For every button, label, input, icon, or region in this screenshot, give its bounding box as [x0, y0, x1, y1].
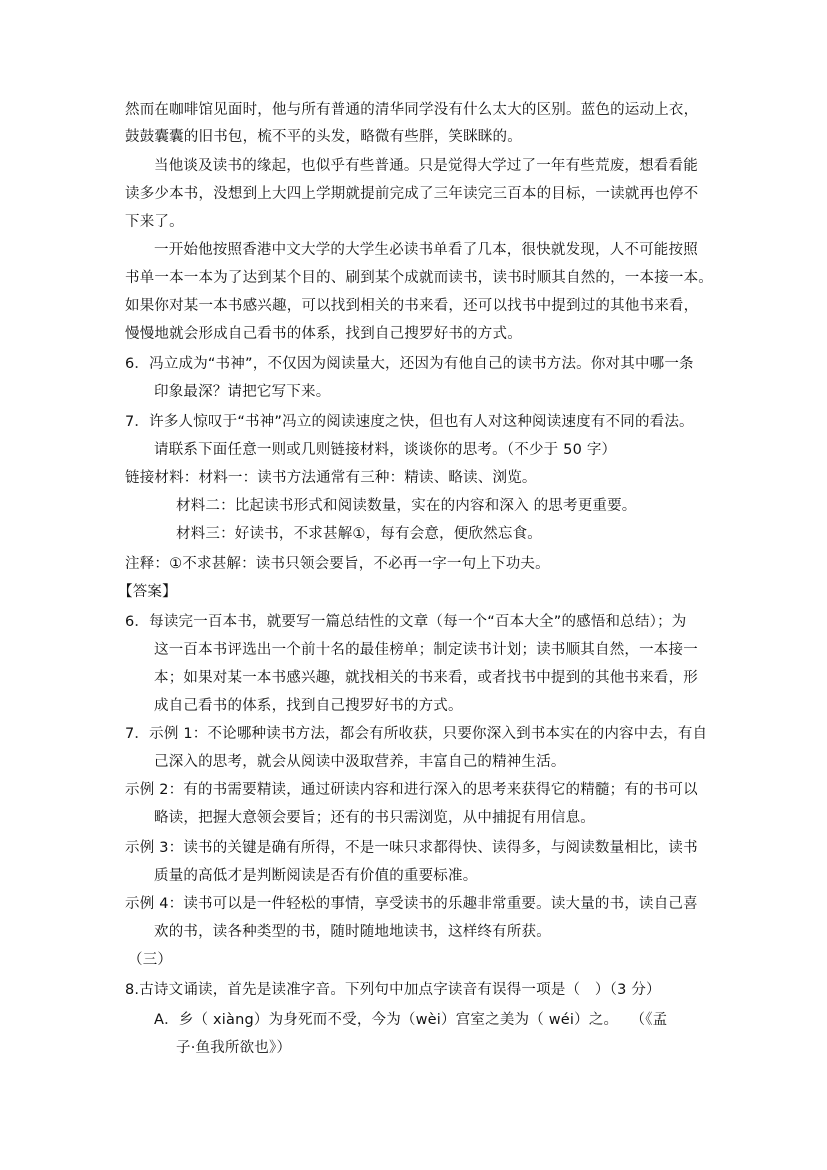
- question-6: 6．冯立成为“书神”，不仅因为阅读量大，还因为有他自己的读书方法。你对其中哪一条: [125, 356, 694, 372]
- section-heading: （三）: [128, 952, 173, 968]
- question-7-cont: 请联系下面任意一则或几则链接材料，谈谈你的思考。（不少于 50 字）: [154, 442, 617, 458]
- answer-header: 【答案】: [118, 584, 177, 600]
- passage-line: 一开始他按照香港中文大学的大学生必读书单看了几本，很快就发现，人不可能按照: [154, 242, 698, 258]
- footnote: 注释：①不求甚解：读书只领会要旨，不必再一字一句上下功夫。: [125, 556, 550, 572]
- answer-6: 6．每读完一百本书，就要写一篇总结性的文章（每一个“百本大全”的感悟和总结）；为: [125, 614, 687, 630]
- answer-7-example-3-cont: 质量的高低才是判断阅读是否有价值的重要标准。: [154, 868, 478, 884]
- answer-7-example-1: 7．示例 1：不论哪种读书方法，都会有所收获，只要你深入到书本实在的内容中去，有自: [125, 726, 708, 742]
- passage-line: 然而在咖啡馆见面时，他与所有普通的清华同学没有什么太大的区别。蓝色的运动上衣，: [125, 102, 699, 118]
- answer-6-cont: 本；如果对某一本书感兴趣，就找相关的书来看，或者找书中提到的其他书来看，形: [154, 670, 698, 686]
- passage-line: 如果你对某一本书感兴趣，可以找到相关的书来看，还可以找书中提到过的其他书来看，: [125, 298, 699, 314]
- question-8: 8.古诗文诵读，首先是读准字音。下列句中加点字读音有误得一项是（ ）（3 分）: [125, 982, 661, 998]
- link-material-2: 材料二：比起读书形式和阅读数量，实在的内容和深入 的思考更重要。: [176, 498, 637, 514]
- link-material-3: 材料三：好读书，不求甚解①，每有会意，便欣然忘食。: [176, 526, 542, 542]
- answer-7-example-4: 示例 4：读书可以是一件轻松的事情，享受读书的乐趣非常重要。读大量的书，读自己喜: [125, 896, 698, 912]
- answer-6-cont: 这一百本书评选出一个前十名的最佳榜单；制定读书计划；读书顺其自然，一本接一: [154, 642, 698, 658]
- passage-line: 书单一本一本为了达到某个目的、刷到某个成就而读书，读书时顺其自然的，一本接一本。: [125, 270, 713, 286]
- answer-7-example-2-cont: 略读，把握大意领会要旨；还有的书只需浏览，从中捕捉有用信息。: [154, 810, 595, 826]
- question-6-cont: 印象最深？请把它写下来。: [154, 384, 331, 400]
- passage-line: 当他谈及读书的缘起，也似乎有些普通。只是觉得大学过了一年有些荒废，想看看能: [154, 158, 698, 174]
- option-a-cont: 子·鱼我所欲也》）: [176, 1040, 292, 1056]
- answer-7-example-4-cont: 欢的书，读各种类型的书，随时随地地读书，这样终有所获。: [154, 924, 551, 940]
- answer-6-cont: 成自己看书的体系，找到自己搜罗好书的方式。: [154, 698, 463, 714]
- answer-7-example-3: 示例 3：读书的关键是确有所得，不是一味只求都得快、读得多，与阅读数量相比，读书: [125, 840, 698, 856]
- passage-line: 鼓鼓囊囊的旧书包，梳不平的头发，略微有些胖，笑眯眯的。: [125, 129, 522, 145]
- passage-line: 下来了。: [125, 214, 184, 230]
- answer-7-example-2: 示例 2：有的书需要精读，通过研读内容和进行深入的思考来获得它的精髓；有的书可以: [125, 782, 698, 798]
- passage-line: 慢慢地就会形成自己看书的体系，找到自己搜罗好书的方式。: [125, 326, 522, 342]
- question-7: 7．许多人惊叹于“书神”冯立的阅读速度之快，但也有人对这种阅读速度有不同的看法。: [125, 414, 694, 430]
- option-a: A．乡（ xiàng）为身死而不受，今为（wèi）宫室之美为（ wéi）之。 （《孟: [154, 1012, 668, 1028]
- answer-7-example-1-cont: 己深入的思考，就会从阅读中汲取营养，丰富自己的精神生活。: [154, 754, 566, 770]
- link-material-1: 链接材料：材料一：读书方法通常有三种：精读、略读、浏览。: [125, 470, 537, 486]
- passage-line: 读多少本书，没想到上大四上学期就提前完成了三年读完三百本的目标，一读就再也停不: [125, 186, 699, 202]
